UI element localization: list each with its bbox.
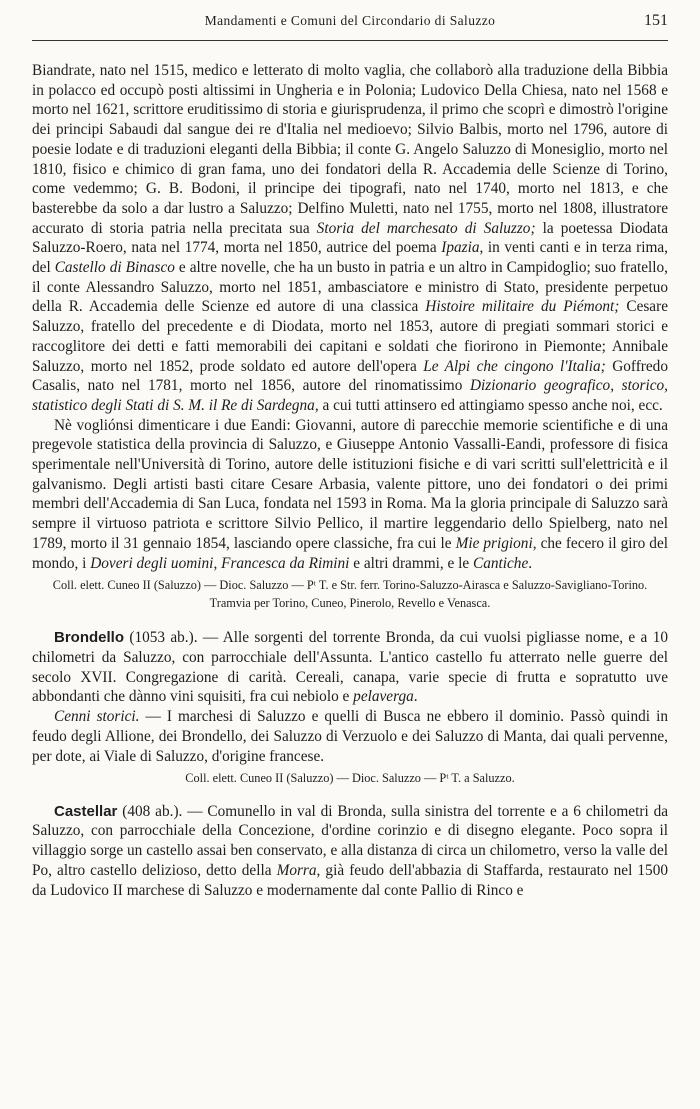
- text-run: ,: [213, 554, 222, 572]
- eandi-pellico-paragraph: [32, 416, 668, 574]
- text-run: — I marchesi di Saluzzo e quelli di Busca ne ebbero il dominio. Passò quindi in feudo degli Allione, dei Brondello, dei Saluzzo di Verzuolo e dei Saluzzo di Manta, dai quali pervenne, per dote, ai Viale di Saluzzo, d'origine francese.: [32, 708, 668, 765]
- page-header: [32, 8, 668, 34]
- text-run: Nè vogliónsi dimenticare i due Eandi: Giovanni, autore di parecchie memorie scientifiche e di una pregevole statistica della provincia di Saluzzo, e Giuseppe Antonio Vassalli-Eandi, professore di fisica sperimentale nell'Università di Torino, autore delle istituzioni fisiche e di vari scritti sull'elettricità e il galvanismo. Degli artisti basti citare Cesare Arbasia, valente pittore, uno dei fondatori o dei primi membri dell'Accademia di San Luca, fondata nel 1593 in Roma. Ma la gloria principale di Saluzzo sarà sempre il virtuoso patriota e scrittore Silvio Pellico, il martire leggendario dello Spielberg, nato nel 1789, morto il 31 gennaio 1854, lasciando opere classiche, fra cui le: [32, 416, 668, 552]
- work-title: Ipazia: [441, 239, 480, 257]
- text-run: Goffredo Casalis, nato nel 1781, morto nel 1856, autore del rinomatissimo: [32, 357, 668, 395]
- italic-term: Morra: [276, 861, 317, 879]
- text-run: — Comunello in val di Bronda, sulla sinistra del torrente e a 6 chilometri da Saluzzo, con parrocchiale della Concezione, d'ordine corinzio e di disegno elegante. Poco sopra il villaggio sorge un castello assai ben conservato, e alla distanza di circa un chilometro, verso la valle del Po, altro castello delizioso, detto della: [32, 802, 669, 879]
- text-run: , già feudo dell'abbazia di Staffarda, restaurato nel 1500 da Ludovico II marchese di Saluzzo e modernamente dal conte Pallio di Rinco e: [32, 861, 668, 899]
- work-title: Mie prigioni: [455, 534, 533, 552]
- text-run: e altri drammi, e le: [349, 554, 474, 572]
- text-run: — Alle sorgenti del torrente Bronda, da cui vuolsi pigliasse nome, e a 10 chilometri da Saluzzo, con parrocchiale dell'Assunta. L'antico castello fu atterrato nelle guerre del secolo XVII. Congregazione di carità. Cereali, canapa, varie specie di frutta e sopratutto uve abbondanti che dànno vini squisiti, fra cui nebiolo e: [32, 629, 668, 706]
- text-run: , che fecero il giro del mondo, i: [32, 534, 668, 572]
- work-title: Doveri degli uomini: [90, 554, 214, 572]
- text-run: .: [528, 554, 533, 572]
- work-title: Francesca da Rimini: [221, 554, 350, 572]
- saluzzo-reference-note: Coll. elett. Cuneo II (Saluzzo) — Dioc. Saluzzo — Pᵗ T. e Str. ferr. Torino-Saluzzo-Airasca e Saluzzo-Savigliano-Torino. Tramvia per Torino, Cuneo, Pinerolo, Revello e Venasca.: [52, 578, 648, 610]
- header-rule: [32, 40, 668, 41]
- text-run: .: [413, 688, 418, 706]
- work-title: Castello di Binasco: [54, 259, 175, 277]
- work-title: Histoire militaire du Piémont;: [425, 298, 620, 316]
- italic-term: pelaverga: [353, 688, 414, 706]
- work-title: Le Alpi che cingono l'Italia;: [423, 357, 606, 375]
- brondello-entry: [32, 628, 668, 707]
- brondello-history: [32, 707, 668, 766]
- cenni-storici-label: Cenni storici.: [54, 708, 140, 726]
- population: (408 ab.).: [122, 802, 183, 820]
- text-run: Cesare Saluzzo, fratello del precedente e di Diodata, morto nel 1853, autore di pregiati sommari storici e raccoglitore dei detti e fatti memorabili dei capitani e soldati che fiorirono in Piemonte; Annibale Saluzzo, morto nel 1852, prode soldato ed autore dell'opera: [32, 298, 668, 375]
- entry-heading: Castellar: [54, 802, 118, 820]
- castellar-entry: [32, 802, 668, 901]
- brondello-reference-note: Coll. elett. Cuneo II (Saluzzo) — Dioc. Saluzzo — Pᵗ T. a Saluzzo.: [185, 771, 515, 786]
- entry-heading: Brondello: [54, 629, 124, 647]
- population: (1053 ab.).: [129, 629, 198, 647]
- text-run: , a cui tutti attinsero ed attingiamo spesso anche noi, ecc.: [314, 396, 663, 414]
- text-run: , in venti canti e in terza rima, del: [32, 239, 668, 277]
- work-title: Cantiche: [473, 554, 529, 572]
- running-title: Mandamenti e Comuni del Circondario di Saluzzo: [204, 13, 496, 28]
- work-title: Storia del marchesato di Saluzzo;: [316, 219, 536, 237]
- page-number: 151: [644, 12, 668, 29]
- text-run: la poetessa Diodata Saluzzo-Roero, nata nel 1774, morta nel 1850, autrice del poema: [32, 219, 668, 257]
- text-run: Biandrate, nato nel 1515, medico e letterato di molto vaglia, che collaborò alla traduzione della Bibbia in polacco ed occupò posti altissimi in Ungheria e in Polonia; Ludovico Della Chiesa, nato nel 1568 e morto nel 1621, scrittore eruditissimo di storia e giurisprudenza, il primo che scoprì e dimostrò l'origine dei principi Sabaudi dal sangue dei re d'Italia nel medioevo; Silvio Balbis, morto nel 1796, autore di poesie lodate e di traduzioni eleganti della Bibbia; il conte G. Angelo Saluzzo di Monesiglio, morto nel 1810, fisico e chimico di gran fama, uno dei fondatori della R. Accademia delle Scienze di Torino, come vedemmo; G. B. Bodoni, il principe dei tipografi, nato nel 1740, morto nel 1813, e che basterebbe da solo a dar lustro a Saluzzo; Delfino Muletti, nato nel 1755, morto nel 1808, illustratore accurato di storia patria nella precitata sua: [32, 62, 668, 237]
- saluzzo-notables-paragraph: [32, 61, 668, 416]
- text-run: e altre novelle, che ha un busto in patria e un altro in Campidoglio; suo fratello, il conte Alessandro Saluzzo, morto nel 1851, ambasciatore e ministro di Stato, presidente perpetuo della R. Accademia delle Scienze ed autore di una classica: [32, 259, 669, 316]
- work-title: Dizionario geografico, storico, statistico degli Stati di S. M. il Re di Sardegna: [32, 377, 668, 414]
